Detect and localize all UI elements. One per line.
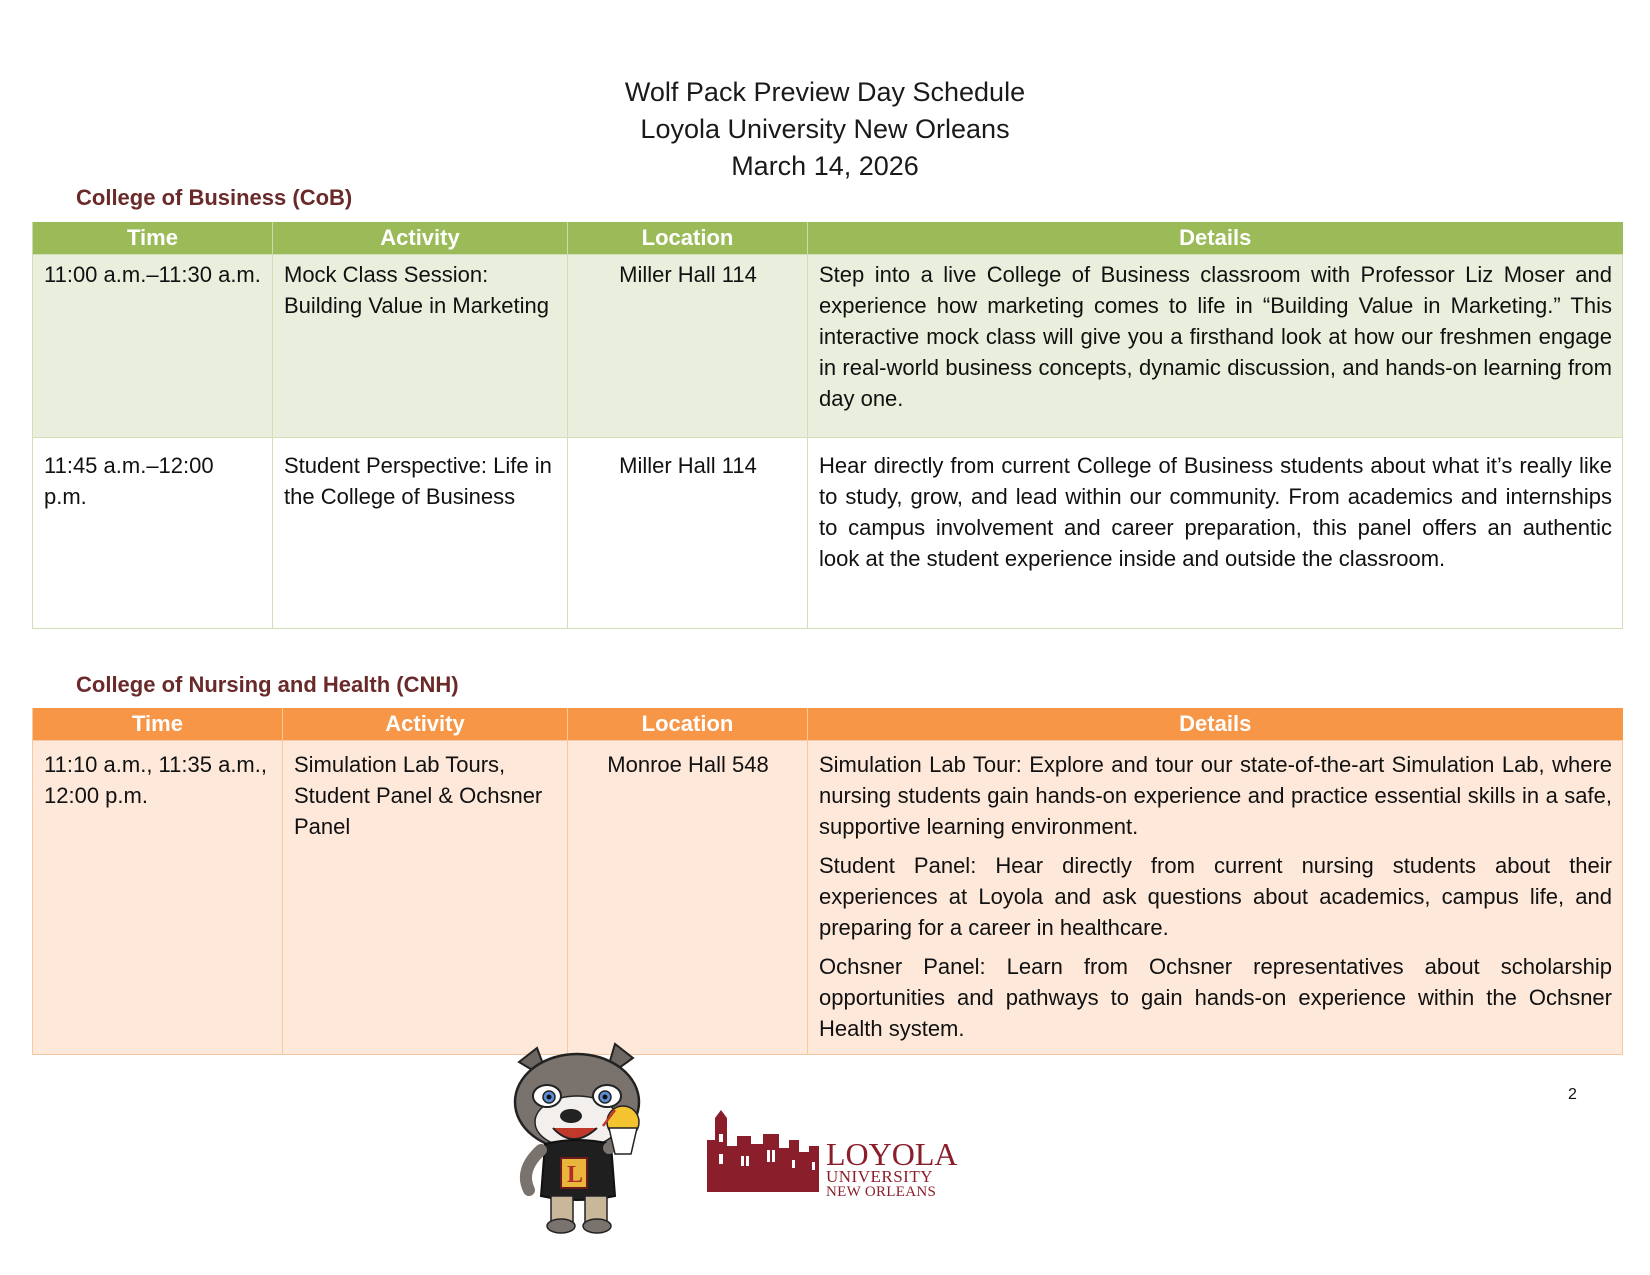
- activity-cell: Mock Class Session: Building Value in Marketing: [273, 255, 568, 438]
- activity-cell: Student Perspective: Life in the College of Business: [273, 438, 568, 629]
- cob-section-title: College of Business (CoB): [76, 185, 353, 210]
- university-name: Loyola University New Orleans: [640, 114, 1010, 144]
- table-row: [33, 255, 1623, 438]
- column-header-time: Time: [33, 222, 273, 255]
- column-header-time: Time: [33, 708, 283, 741]
- wordmark-new-orleans: NEW ORLEANS: [826, 1184, 937, 1200]
- column-header-location: Location: [568, 708, 808, 741]
- table-header-row: [33, 708, 1623, 741]
- table-row: [33, 741, 1623, 1055]
- details-cell: Hear directly from current College of Business students about what it’s really like to study, grow, and lead within our community. From academics and internships to campus involvement and career preparation, this panel offers an authentic look at the student experience inside and outside the classroom.: [808, 438, 1623, 629]
- details-paragraph: Student Panel: Hear directly from current nursing students about their experiences at Loyola and ask questions about academics, campus life, and preparing for a career in healthcare.: [819, 853, 1612, 940]
- column-header-location: Location: [568, 222, 808, 255]
- cnh-schedule-table: [32, 708, 1623, 1055]
- time-cell: 11:00 a.m.–11:30 a.m.: [33, 255, 273, 438]
- details-cell: [808, 741, 1623, 1055]
- column-header-activity: Activity: [283, 708, 568, 741]
- document-title: Wolf Pack Preview Day Schedule: [624, 77, 1026, 107]
- time-cell: 11:10 a.m., 11:35 a.m., 12:00 p.m.: [33, 741, 283, 1055]
- column-header-activity: Activity: [273, 222, 568, 255]
- page-number: 2: [1568, 1086, 1577, 1103]
- table-header-row: [33, 222, 1623, 255]
- wordmark-loyola: LOYOLA: [826, 1136, 958, 1172]
- location-cell: Miller Hall 114: [568, 255, 808, 438]
- details-cell: Step into a live College of Business classroom with Professor Liz Moser and experience how marketing comes to life in “Building Value in Marketing.” This interactive mock class will give you a firsthand look at how our freshmen engage in real-world business concepts, dynamic discussion, and hands-on learning from day one.: [808, 255, 1623, 438]
- activity-cell: Simulation Lab Tours, Student Panel & Ochsner Panel: [283, 741, 568, 1055]
- details-paragraph: Ochsner Panel: Learn from Ochsner representatives about scholarship opportunities and pathways to gain hands-on experience within the Ochsner Health system.: [819, 954, 1612, 1041]
- document-header: [0, 74, 1650, 185]
- time-cell: 11:45 a.m.–12:00 p.m.: [33, 438, 273, 629]
- column-header-details: Details: [808, 708, 1623, 741]
- wordmark-university: UNIVERSITY: [826, 1167, 933, 1186]
- column-header-details: Details: [808, 222, 1623, 255]
- table-row: [33, 438, 1623, 629]
- location-cell: Miller Hall 114: [568, 438, 808, 629]
- loyola-wordmark: [826, 1138, 958, 1200]
- wolf-mascot-illustration: [505, 1040, 655, 1240]
- location-cell: Monroe Hall 548: [568, 741, 808, 1055]
- event-date: March 14, 2026: [731, 151, 919, 181]
- svg-text:L: L: [567, 1162, 584, 1188]
- cnh-section-title: College of Nursing and Health (CNH): [76, 672, 459, 697]
- loyola-castle-logo: [703, 1110, 823, 1192]
- cob-schedule-table: [32, 222, 1623, 629]
- details-paragraph: Simulation Lab Tour: Explore and tour our state-of-the-art Simulation Lab, where nursing students gain hands-on experience and practice essential skills in a safe, supportive learning environment.: [819, 752, 1612, 839]
